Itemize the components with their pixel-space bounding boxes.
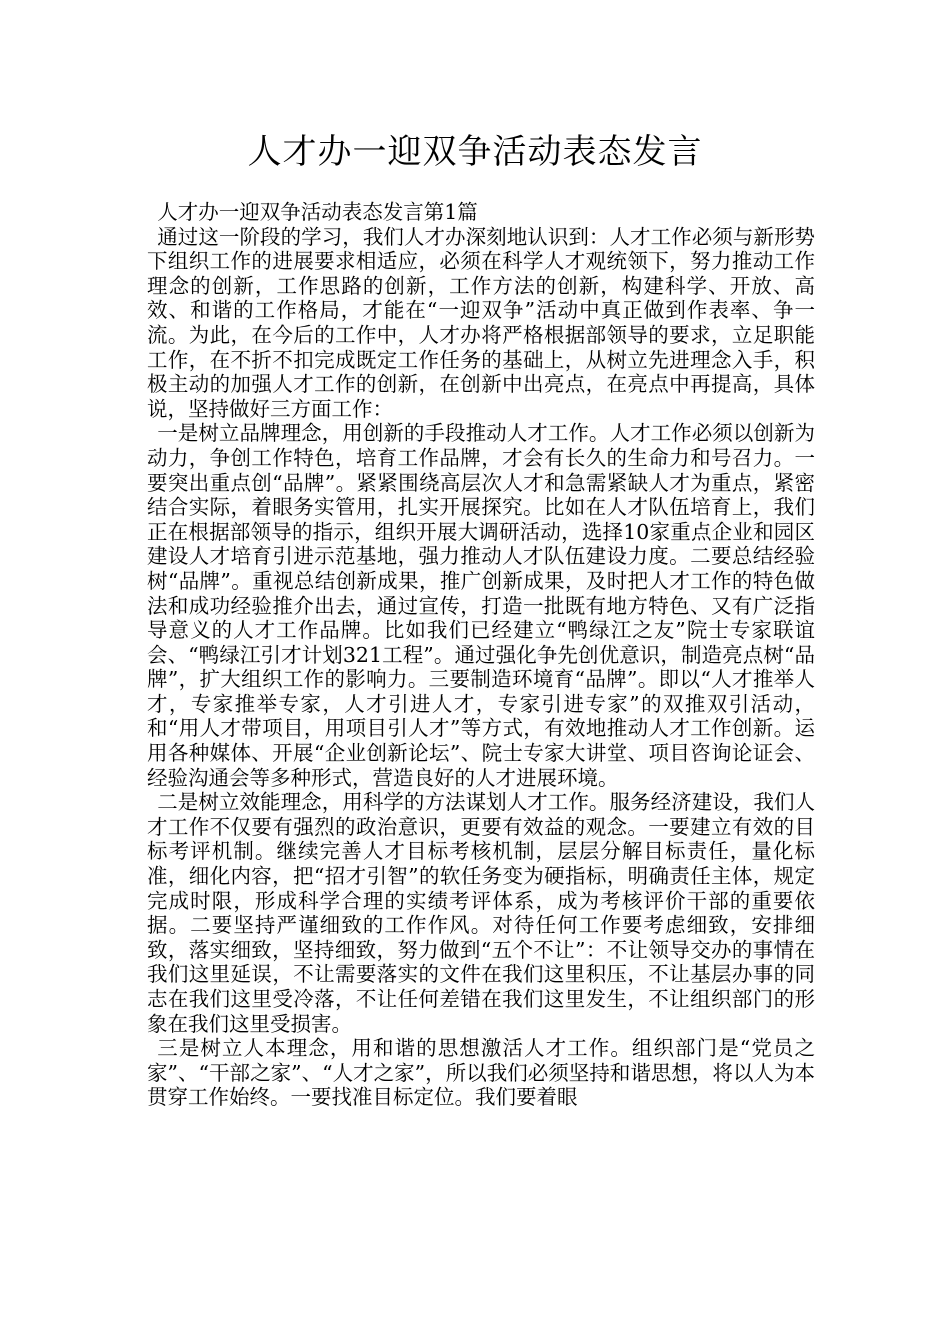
paragraph-people-concept: 三是树立人本理念，用和谐的思想激活人才工作。组织部门是“党员之家”、“干部之家”、“人才之家”，所以我们必须坚持和谐思想，将以人为本贯穿工作始终。一要找准目标定位。我们要着眼 [147,1036,815,1110]
document-body [147,200,815,1110]
document-title: 人才办一迎双争活动表态发言 [247,132,703,172]
paragraph-efficiency-concept: 二是树立效能理念，用科学的方法谋划人才工作。服务经济建设，我们人才工作不仅要有强烈的政治意识，更要有效益的观念。一要建立有效的目标考评机制。继续完善人才目标考核机制，层层分解目标责任，量化标准，细化内容，把“招才引智”的软任务变为硬指标，明确责任主体，规定完成时限，形成科学合理的实绩考评体系，成为考核评价干部的重要依据。二要坚持严谨细致的工作作风。对待任何工作要考虑细致，安排细致，落实细致，坚持细致，努力做到“五个不让”：不让领导交办的事情在我们这里延误，不让需要落实的文件在我们这里积压，不让基层办事的同志在我们这里受冷落，不让任何差错在我们这里发生，不让组织部门的形象在我们这里受损害。 [147,790,815,1036]
paragraph-intro: 通过这一阶段的学习，我们人才办深刻地认识到：人才工作必须与新形势下组织工作的进展要求相适应，必须在科学人才观统领下，努力推动工作理念的创新，工作思路的创新，工作方法的创新，构建科学、开放、高效、和谐的工作格局，才能在“一迎双争”活动中真正做到作表率、争一流。为此，在今后的工作中，人才办将严格根据部领导的要求，立足职能工作，在不折不扣完成既定工作任务的基础上，从树立先进理念入手，积极主动的加强人才工作的创新，在创新中出亮点，在亮点中再提高，具体说，坚持做好三方面工作： [147,224,815,421]
section-heading: 人才办一迎双争活动表态发言第1篇 [157,200,478,224]
paragraph-brand-concept: 一是树立品牌理念，用创新的手段推动人才工作。人才工作必须以创新为动力，争创工作特色，培育工作品牌，才会有长久的生命力和号召力。一要突出重点创“品牌”。紧紧围绕高层次人才和急需紧缺人才为重点，紧密结合实际，着眼务实管用，扎实开展探究。比如在人才队伍培育上，我们正在根据部领导的指示，组织开展大调研活动，选择10家重点企业和园区建设人才培育引进示范基地，强力推动人才队伍建设力度。二要总结经验树“品牌”。重视总结创新成果，推广创新成果，及时把人才工作的特色做法和成功经验推介出去，通过宣传，打造一批既有地方特色、又有广泛指导意义的人才工作品牌。比如我们已经建立“鸭绿江之友”院士专家联谊会、“鸭绿江引才计划321工程”。通过强化争先创优意识，制造亮点树“品牌”，扩大组织工作的影响力。三要制造环境育“品牌”。即以“人才推举人才，专家推举专家，人才引进人才，专家引进专家”的双推双引活动，和“用人才带项目，用项目引人才”等方式，有效地推动人才工作创新。运用各种媒体、开展“企业创新论坛”、院士专家大讲堂、项目咨询论证会、经验沟通会等多种形式，营造良好的人才进展环境。 [147,421,815,790]
